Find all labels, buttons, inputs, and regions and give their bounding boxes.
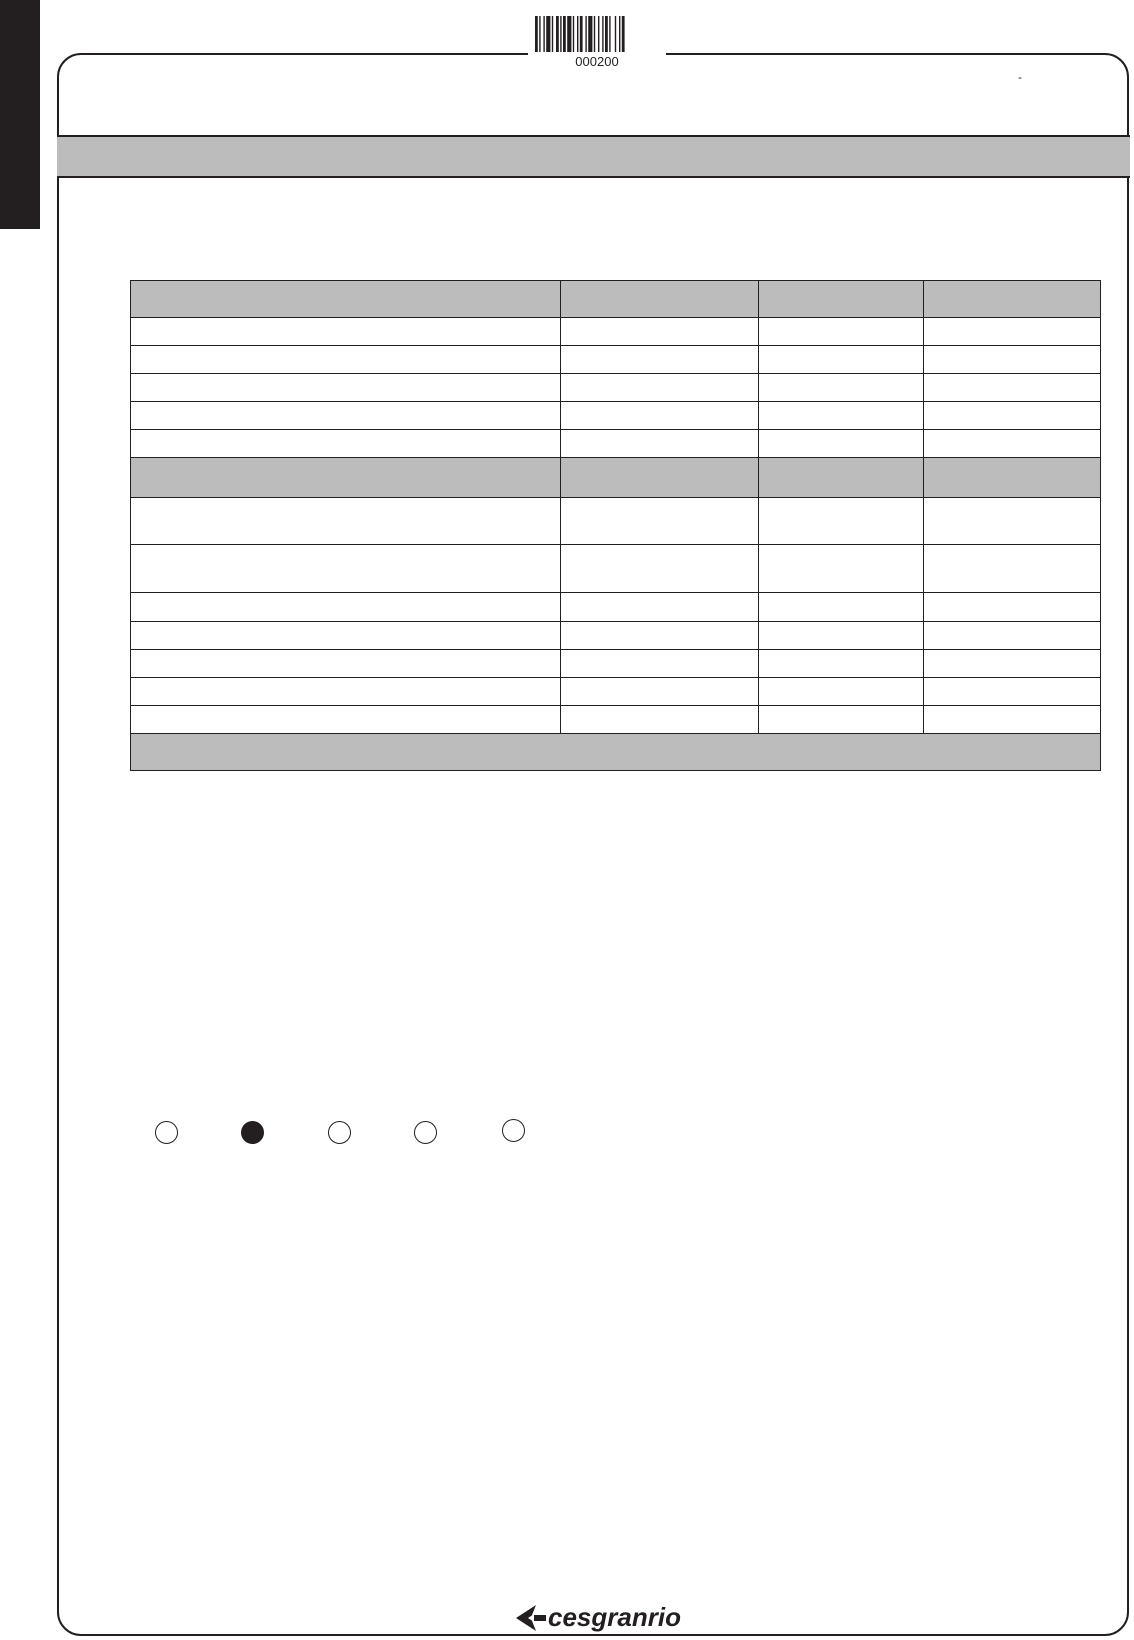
table-cell (561, 402, 759, 430)
table-cell (131, 346, 561, 374)
barcode-bar (556, 16, 559, 52)
table-cell (561, 430, 759, 458)
table-cell (759, 593, 924, 622)
table-cell (759, 678, 924, 706)
table-cell (924, 678, 1101, 706)
table-cell (924, 650, 1101, 678)
table-header-cell (131, 458, 561, 498)
table-cell (924, 430, 1101, 458)
table-cell (759, 374, 924, 402)
table-cell (924, 706, 1101, 734)
barcode (528, 12, 666, 74)
table-header-cell (561, 281, 759, 318)
table-header-cell (759, 458, 924, 498)
table-cell (759, 650, 924, 678)
table-cell (924, 622, 1101, 650)
table-cell (759, 318, 924, 346)
table-cell (924, 318, 1101, 346)
barcode-bar (605, 16, 608, 52)
answer-option-a[interactable] (155, 1121, 178, 1144)
table-cell (131, 593, 561, 622)
arrow-logo-icon (514, 1603, 548, 1633)
table-row (131, 346, 1101, 374)
table-cell (131, 678, 561, 706)
table-row (131, 374, 1101, 402)
table-cell (561, 374, 759, 402)
table-cell (131, 545, 561, 593)
barcode-bar (552, 16, 553, 52)
page-dash-mark: - (1018, 70, 1022, 84)
barcode-bar (567, 16, 571, 52)
table-cell (561, 346, 759, 374)
barcode-bar (594, 16, 595, 52)
barcode-bar (585, 16, 586, 52)
barcode-bar (573, 16, 574, 52)
table-cell (561, 593, 759, 622)
table-row (131, 593, 1101, 622)
barcode-bar (577, 16, 578, 52)
table-cell (759, 498, 924, 545)
table-cell (561, 678, 759, 706)
table-cell (131, 402, 561, 430)
table-header-cell (561, 458, 759, 498)
table-cell (561, 545, 759, 593)
table-cell (759, 402, 924, 430)
table-cell (759, 346, 924, 374)
table-cell (131, 650, 561, 678)
barcode-bar (560, 16, 561, 52)
barcode-bar (622, 16, 625, 52)
table-cell (131, 374, 561, 402)
barcode-bar (539, 16, 540, 52)
table-footer-cell (131, 734, 1101, 771)
barcode-bars (535, 16, 659, 52)
answer-option-c[interactable] (328, 1121, 351, 1144)
table-cell (759, 622, 924, 650)
table-header-cell (131, 281, 561, 318)
barcode-bar (619, 16, 620, 52)
barcode-number: 000200 (575, 54, 619, 69)
barcode-bar (563, 16, 566, 52)
table-row (131, 650, 1101, 678)
table-cell (131, 498, 561, 545)
barcode-bar (543, 16, 544, 52)
table-cell (759, 706, 924, 734)
table-cell (924, 498, 1101, 545)
table-header-cell (759, 281, 924, 318)
table-cell (924, 593, 1101, 622)
logo-text: cesgranrio (548, 1602, 681, 1632)
table-cell (561, 706, 759, 734)
table-cell (759, 545, 924, 593)
barcode-bar (609, 16, 610, 52)
cesgranrio-logo (514, 1600, 681, 1636)
barcode-bar (535, 16, 538, 52)
barcode-bar (598, 16, 599, 52)
table-cell (131, 318, 561, 346)
table-cell (131, 622, 561, 650)
table-header-cell (924, 458, 1101, 498)
barcode-bar (546, 16, 550, 52)
answer-option-b[interactable] (241, 1121, 264, 1144)
table-cell (924, 545, 1101, 593)
table-cell (561, 498, 759, 545)
side-tab (0, 0, 40, 229)
answer-option-d[interactable] (414, 1121, 437, 1144)
table-footer-row (131, 734, 1101, 771)
barcode-bar (580, 16, 583, 52)
table-cell (131, 706, 561, 734)
table-row (131, 545, 1101, 593)
barcode-bar (615, 16, 616, 52)
table-cell (924, 374, 1101, 402)
table-subheader-row (131, 458, 1101, 498)
barcode-bar (588, 16, 592, 52)
table-cell (924, 402, 1101, 430)
table-cell (924, 346, 1101, 374)
table-cell (131, 430, 561, 458)
data-table (130, 280, 1101, 771)
table-row (131, 706, 1101, 734)
table-row (131, 430, 1101, 458)
barcode-bar (602, 16, 603, 52)
table-header-row (131, 281, 1101, 318)
table-row (131, 402, 1101, 430)
table-cell (759, 430, 924, 458)
table-header-cell (924, 281, 1101, 318)
answer-option-e[interactable] (502, 1119, 525, 1142)
table-row (131, 622, 1101, 650)
table-row (131, 318, 1101, 346)
table-row (131, 678, 1101, 706)
table-cell (561, 622, 759, 650)
section-header-band (57, 135, 1130, 178)
table-cell (561, 318, 759, 346)
table-row (131, 498, 1101, 545)
table-cell (561, 650, 759, 678)
